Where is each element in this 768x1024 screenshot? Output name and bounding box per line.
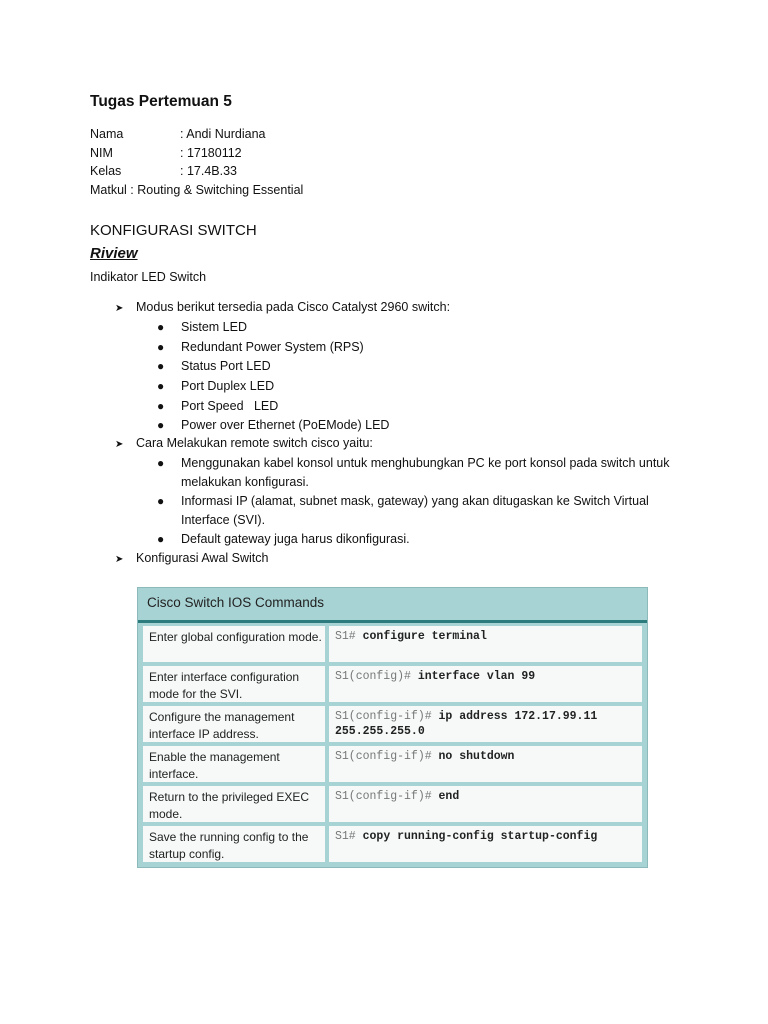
cli-command: end [438,790,460,803]
arrow-bullet-icon: ➤ [115,439,124,450]
command-description: Return to the privileged EXEC mode. [143,786,325,822]
sub-list-item [157,338,677,357]
sub-list-item-text: Redundant Power System (RPS) [181,340,364,354]
command-description: Enter global configuration mode. [143,626,325,662]
meta-row-nama [90,127,265,141]
cli-prompt: S1(config)# [335,670,411,683]
bullet-icon: ● [157,399,165,413]
bullet-icon: ● [157,456,165,470]
arrow-bullet-icon: ➤ [115,303,124,314]
table-row [141,625,644,663]
command-description: Enter interface configuration mode for the SVI. [143,666,325,702]
table-row [141,745,644,783]
bullet-icon: ● [157,340,165,354]
list-item [115,298,450,318]
list-item-text: Konfigurasi Awal Switch [136,551,269,565]
list-item-text: Cara Melakukan remote switch cisco yaitu: [136,436,373,450]
cli-prompt: S1# [335,630,356,643]
table-row [141,705,644,743]
cisco-ios-commands-table [137,587,648,868]
sub-list-item-text: Port Duplex LED [181,379,275,393]
meta-key: Kelas [90,164,122,178]
meta-value: : 17180112 [180,146,242,160]
command-cell [329,746,642,782]
table-row [141,785,644,823]
sub-list-item [157,318,677,337]
meta-row-matkul: Matkul : Routing & Switching Essential [90,183,304,197]
cli-command: configure terminal [362,630,487,643]
command-cell [329,626,642,662]
command-cell [329,786,642,822]
cli-prompt: S1(config-if)# [335,750,432,763]
bullet-icon: ● [157,532,165,546]
section-title: KONFIGURASI SWITCH [90,222,257,239]
sub-list-item-text: Status Port LED [181,359,271,373]
command-description: Configure the management interface IP address. [143,706,325,742]
table-header: Cisco Switch IOS Commands [147,595,325,610]
sub-list-item-text: Menggunakan kabel konsol untuk menghubungkan PC ke port konsol pada switch untuk melakukan konfigurasi. [181,456,670,489]
command-cell [329,666,642,702]
sub-list-item [157,397,677,416]
sub-list-item [157,454,677,492]
sub-list-item [157,377,677,396]
cli-command-continuation: 255.255.255.0 [335,725,425,738]
sub-list-item-text: Informasi IP (alamat, subnet mask, gateway) yang akan ditugaskan ke Switch Virtual Interface (SVI). [181,494,649,527]
bullet-icon: ● [157,418,165,432]
meta-value: : 17.4B.33 [180,164,237,178]
list-item [115,434,373,454]
command-cell [329,826,642,862]
sub-list-item [157,357,677,376]
command-description: Save the running config to the startup config. [143,826,325,862]
cli-command: ip address 172.17.99.11 [438,710,598,723]
meta-key: Nama [90,127,124,141]
bullet-icon: ● [157,379,165,393]
cli-command: interface vlan 99 [417,670,536,683]
list-item [115,549,268,569]
bullet-icon: ● [157,320,165,334]
cli-command: no shutdown [438,750,515,763]
sub-list-item-text: Port Speed LED [181,399,279,413]
subtitle: Indikator LED Switch [90,270,207,284]
bullet-icon: ● [157,359,165,373]
sub-list-item-text: Power over Ethernet (PoEMode) LED [181,418,390,432]
cli-prompt: S1(config-if)# [335,790,432,803]
cli-command: copy running-config startup-config [362,830,598,843]
command-description: Enable the management interface. [143,746,325,782]
command-cell [329,706,642,742]
cli-prompt: S1# [335,830,356,843]
header-divider [138,620,647,623]
cli-prompt: S1(config-if)# [335,710,432,723]
sub-list-item-text: Default gateway juga harus dikonfigurasi. [181,532,410,546]
sub-list-item [157,416,677,435]
table-row [141,825,644,863]
meta-key: NIM [90,146,113,160]
bullet-icon: ● [157,494,165,508]
meta-row-nim [90,146,242,160]
review-title: Riview [90,245,138,262]
page-title: Tugas Pertemuan 5 [90,93,232,110]
meta-value: : Andi Nurdiana [180,127,266,141]
sub-list-item-text: Sistem LED [181,320,247,334]
list-item-text: Modus berikut tersedia pada Cisco Catalyst 2960 switch: [136,300,451,314]
sub-list-item [157,530,677,549]
meta-row-kelas [90,164,237,178]
arrow-bullet-icon: ➤ [115,554,124,565]
sub-list-item [157,492,677,530]
table-row [141,665,644,703]
